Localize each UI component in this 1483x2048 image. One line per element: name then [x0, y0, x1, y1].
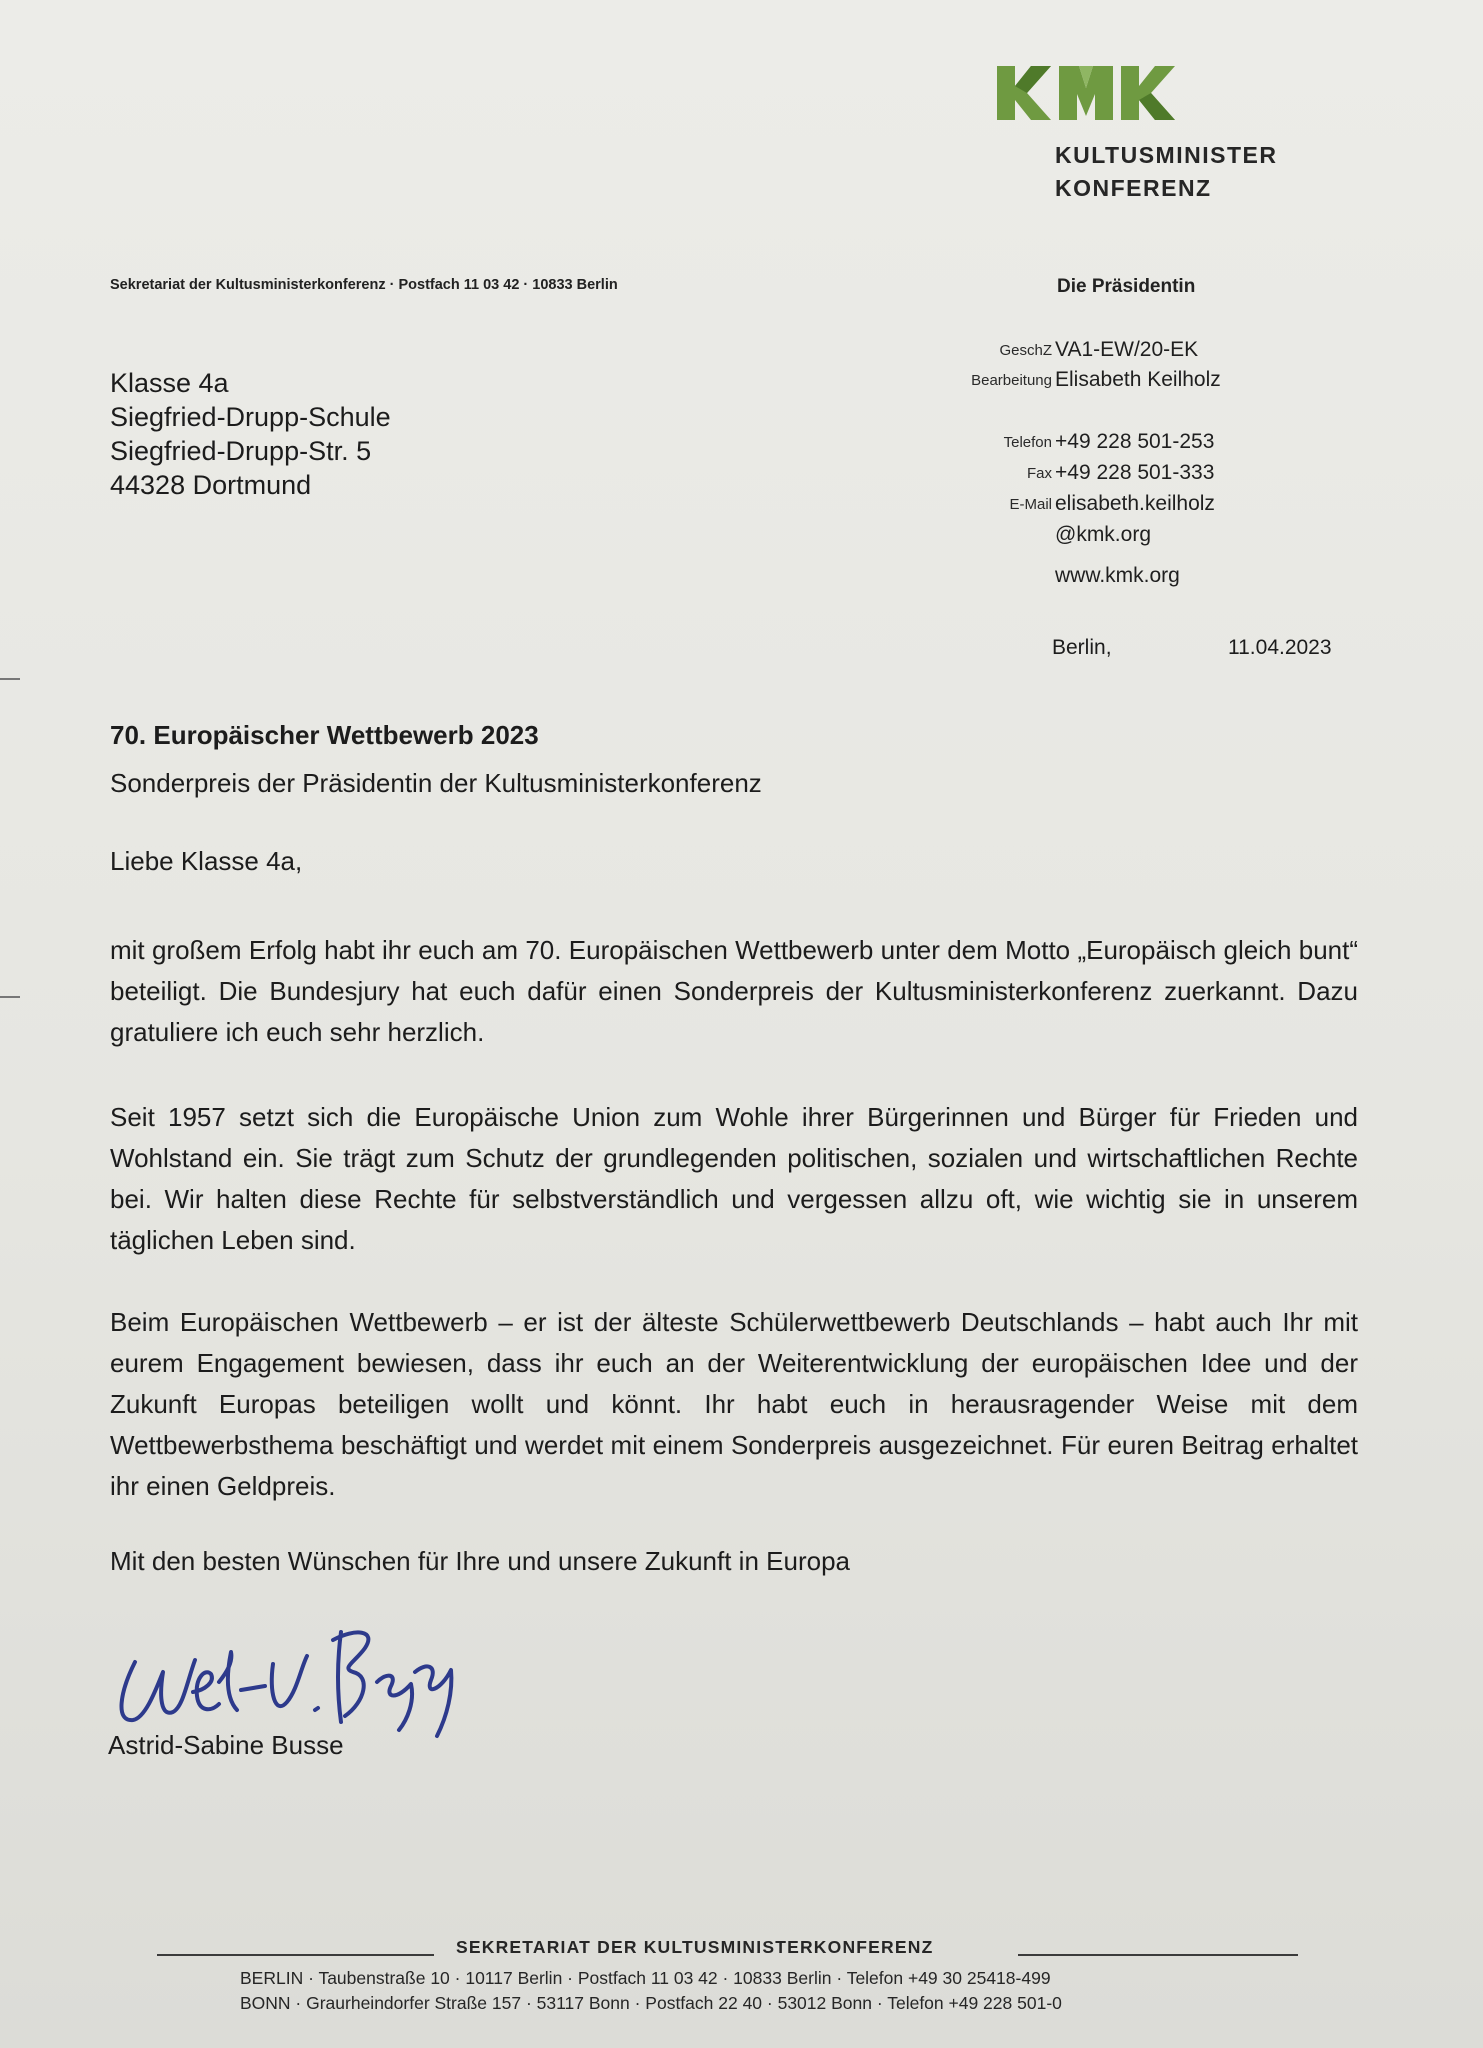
info-row-reference: [900, 338, 1420, 364]
info-row-email: [900, 492, 1420, 518]
sender-line: Sekretariat der Kultusministerkonferenz · Postfach 11 03 42 · 10833 Berlin: [110, 277, 618, 293]
sender-role: Die Präsidentin: [1057, 276, 1196, 297]
info-row-fax: [900, 461, 1420, 487]
info-label: GeschZ: [999, 342, 1052, 359]
info-row-email-domain: [900, 523, 1420, 549]
info-row-handler: [900, 368, 1420, 394]
info-label: Telefon: [1003, 434, 1052, 451]
recipient-line: Siegfried-Drupp-Schule: [110, 402, 391, 432]
recipient-address: [110, 366, 391, 502]
recipient-line: Siegfried-Drupp-Str. 5: [110, 436, 372, 466]
body-paragraph: mit großem Erfolg habt ihr euch am 70. Europäischen Wettbewerb unter dem Motto „Europäisch gleich bunt“ beteiligt. Die Bundesjury hat euch dafür einen Sonderpreis der Kultusministerkonferenz zuerkannt. Dazu gratuliere ich euch sehr herzlich.: [110, 935, 1358, 1047]
fold-mark: [0, 678, 20, 680]
footer-title: SEKRETARIAT DER KULTUSMINISTERKONFERENZ: [456, 1937, 934, 1957]
footer-rule-left: [157, 1954, 434, 1956]
closing-line: Mit den besten Wünschen für Ihre und unsere Zukunft in Europa: [110, 1546, 850, 1576]
body-paragraph: Beim Europäischen Wettbewerb – er ist der älteste Schülerwettbewerb Deutschlands – habt auch Ihr mit eurem Engagement bewiesen, dass ihr euch an der Weiterentwicklung der europäischen Idee und der Zukunft Europas beteiligen wollt und könnt. Ihr habt euch in herausragender Weise mit dem Wettbewerbsthema beschäftigt und werdet mit einem Sonderpreis ausgezeichnet. Für euren Beitrag erhaltet ihr einen Geldpreis.: [110, 1307, 1358, 1501]
letter-date: 11.04.2023: [1228, 636, 1332, 659]
info-value: +49 228 501-253: [1055, 430, 1215, 453]
info-label: Bearbeitung: [971, 372, 1052, 389]
footer-address-berlin: BERLIN · Taubenstraße 10 · 10117 Berlin · Postfach 11 03 42 · 10833 Berlin · Telefon +49 30 25418-499: [240, 1968, 1051, 1988]
info-label: Fax: [1026, 465, 1052, 482]
org-name-line1: KULTUSMINISTER: [1055, 142, 1278, 168]
info-value: www.kmk.org: [1055, 564, 1180, 587]
signer-name: Astrid-Sabine Busse: [108, 1730, 344, 1760]
body-paragraph: Seit 1957 setzt sich die Europäische Union zum Wohle ihrer Bürgerinnen und Bürger für Frieden und Wohlstand ein. Sie trägt zum Schutz der grundlegenden politischen, sozialen und wirtschaftlichen Rechte bei. Wir halten diese Rechte für selbstverständlich und vergessen allzu oft, wie wichtig sie in unserem täglichen Leben sind.: [110, 1102, 1358, 1255]
info-row-phone: [900, 430, 1420, 456]
letter-subtitle: Sonderpreis der Präsidentin der Kultusministerkonferenz: [110, 768, 762, 798]
info-value: Elisabeth Keilholz: [1055, 368, 1221, 391]
footer-address-bonn: BONN · Graurheindorfer Straße 157 · 53117 Bonn · Postfach 22 40 · 53012 Bonn · Telefon +49 228 501-0: [240, 1993, 1062, 2013]
letter-place: Berlin,: [1052, 636, 1112, 659]
fold-mark: [0, 996, 20, 998]
organisation-name: [1055, 139, 1277, 205]
org-name-line2: KONFERENZ: [1055, 175, 1212, 201]
info-label: E-Mail: [1009, 496, 1052, 513]
info-value: VA1-EW/20-EK: [1055, 338, 1199, 361]
info-row-website: [900, 564, 1420, 590]
info-value: @kmk.org: [1055, 523, 1151, 546]
info-value: +49 228 501-333: [1055, 461, 1215, 484]
handwritten-signature: [115, 1612, 495, 1742]
info-value: elisabeth.keilholz: [1055, 492, 1215, 515]
kmk-logo: [997, 66, 1175, 120]
footer-rule-right: [1018, 1954, 1298, 1956]
salutation: Liebe Klasse 4a,: [110, 846, 303, 876]
letter-subject: 70. Europäischer Wettbewerb 2023: [110, 720, 539, 750]
recipient-line: Klasse 4a: [110, 368, 229, 398]
recipient-line: 44328 Dortmund: [110, 470, 312, 500]
